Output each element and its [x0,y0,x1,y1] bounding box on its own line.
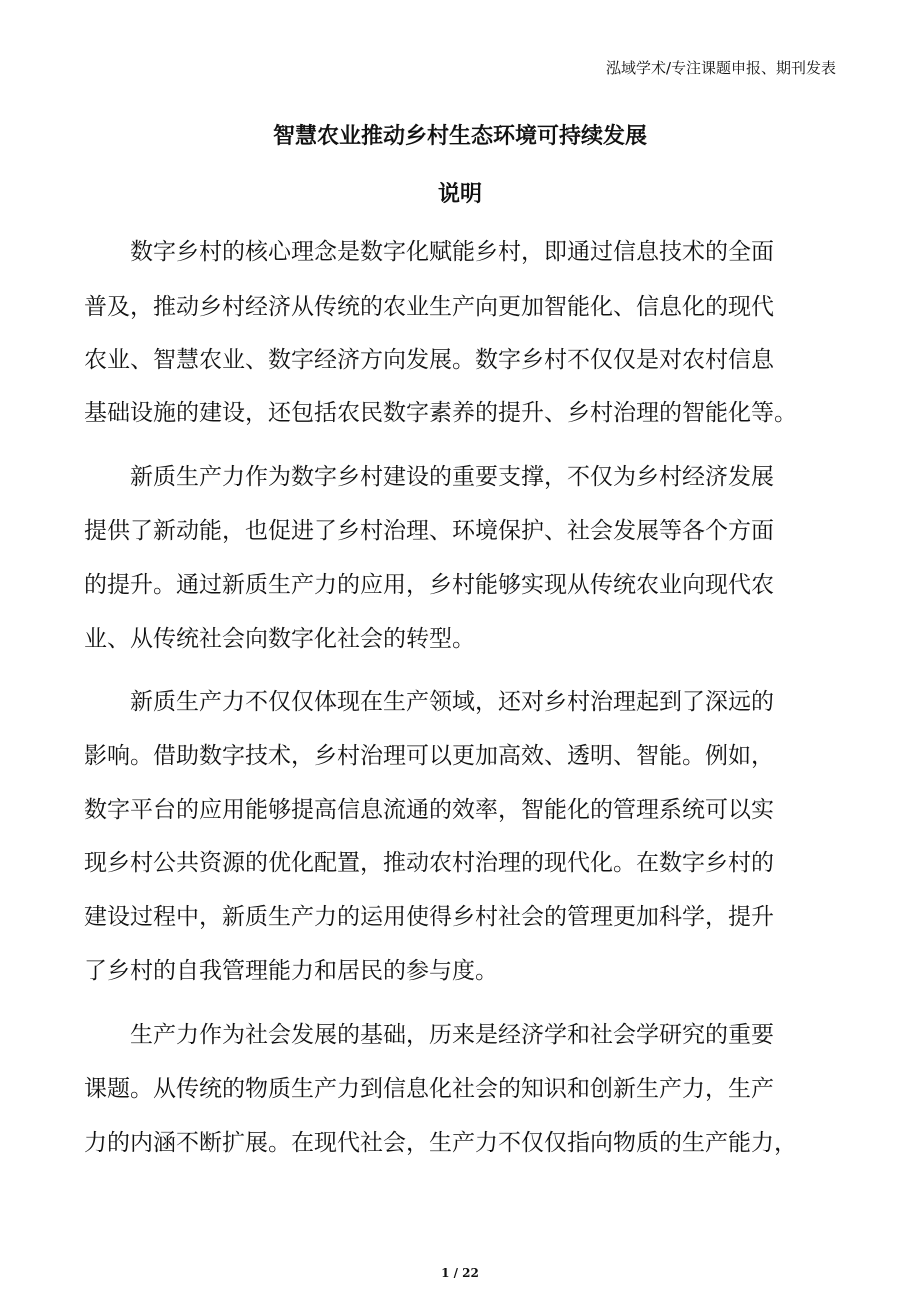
page-number: 1 / 22 [441,1266,479,1280]
text-line: 力的内涵不断扩展。在现代社会，生产力不仅仅指向物质的生产能力， [84,1130,797,1156]
text-line: 基础设施的建设，还包括农民数字素养的提升、乡村治理的智能化等。 [84,400,797,426]
text-line: 普及，推动乡村经济从传统的农业生产向更加智能化、信息化的现代 [84,294,774,320]
text-line: 新质生产力不仅仅体现在生产领域，还对乡村治理起到了深远的 [130,689,774,715]
text-line: 生产力作为社会发展的基础，历来是经济学和社会学研究的重要 [130,1022,774,1048]
text-line: 现乡村公共资源的优化配置，推动农村治理的现代化。在数字乡村的 [84,850,774,876]
text-line: 新质生产力作为数字乡村建设的重要支撑，不仅为乡村经济发展 [130,464,774,490]
text-line: 了乡村的自我管理能力和居民的参与度。 [84,958,498,984]
document-title: 智慧农业推动乡村生态环境可持续发展 [272,124,647,149]
section-heading: 说明 [437,182,482,207]
page-header: 泓域学术/专注课题申报、期刊发表 [605,59,836,77]
text-line: 业、从传统社会向数字化社会的转型。 [84,626,475,652]
text-line: 数字乡村的核心理念是数字化赋能乡村，即通过信息技术的全面 [130,239,774,265]
text-line: 影响。借助数字技术，乡村治理可以更加高效、透明、智能。例如， [84,743,774,769]
text-line: 提供了新动能，也促进了乡村治理、环境保护、社会发展等各个方面 [84,518,774,544]
text-line: 数字平台的应用能够提高信息流通的效率，智能化的管理系统可以实 [84,797,774,823]
text-line: 农业、智慧农业、数字经济方向发展。数字乡村不仅仅是对农村信息 [84,347,774,373]
text-line: 的提升。通过新质生产力的应用，乡村能够实现从传统农业向现代农 [84,572,774,598]
text-line: 课题。从传统的物质生产力到信息化社会的知识和创新生产力，生产 [84,1076,774,1102]
text-line: 建设过程中，新质生产力的运用使得乡村社会的管理更加科学，提升 [84,904,774,930]
